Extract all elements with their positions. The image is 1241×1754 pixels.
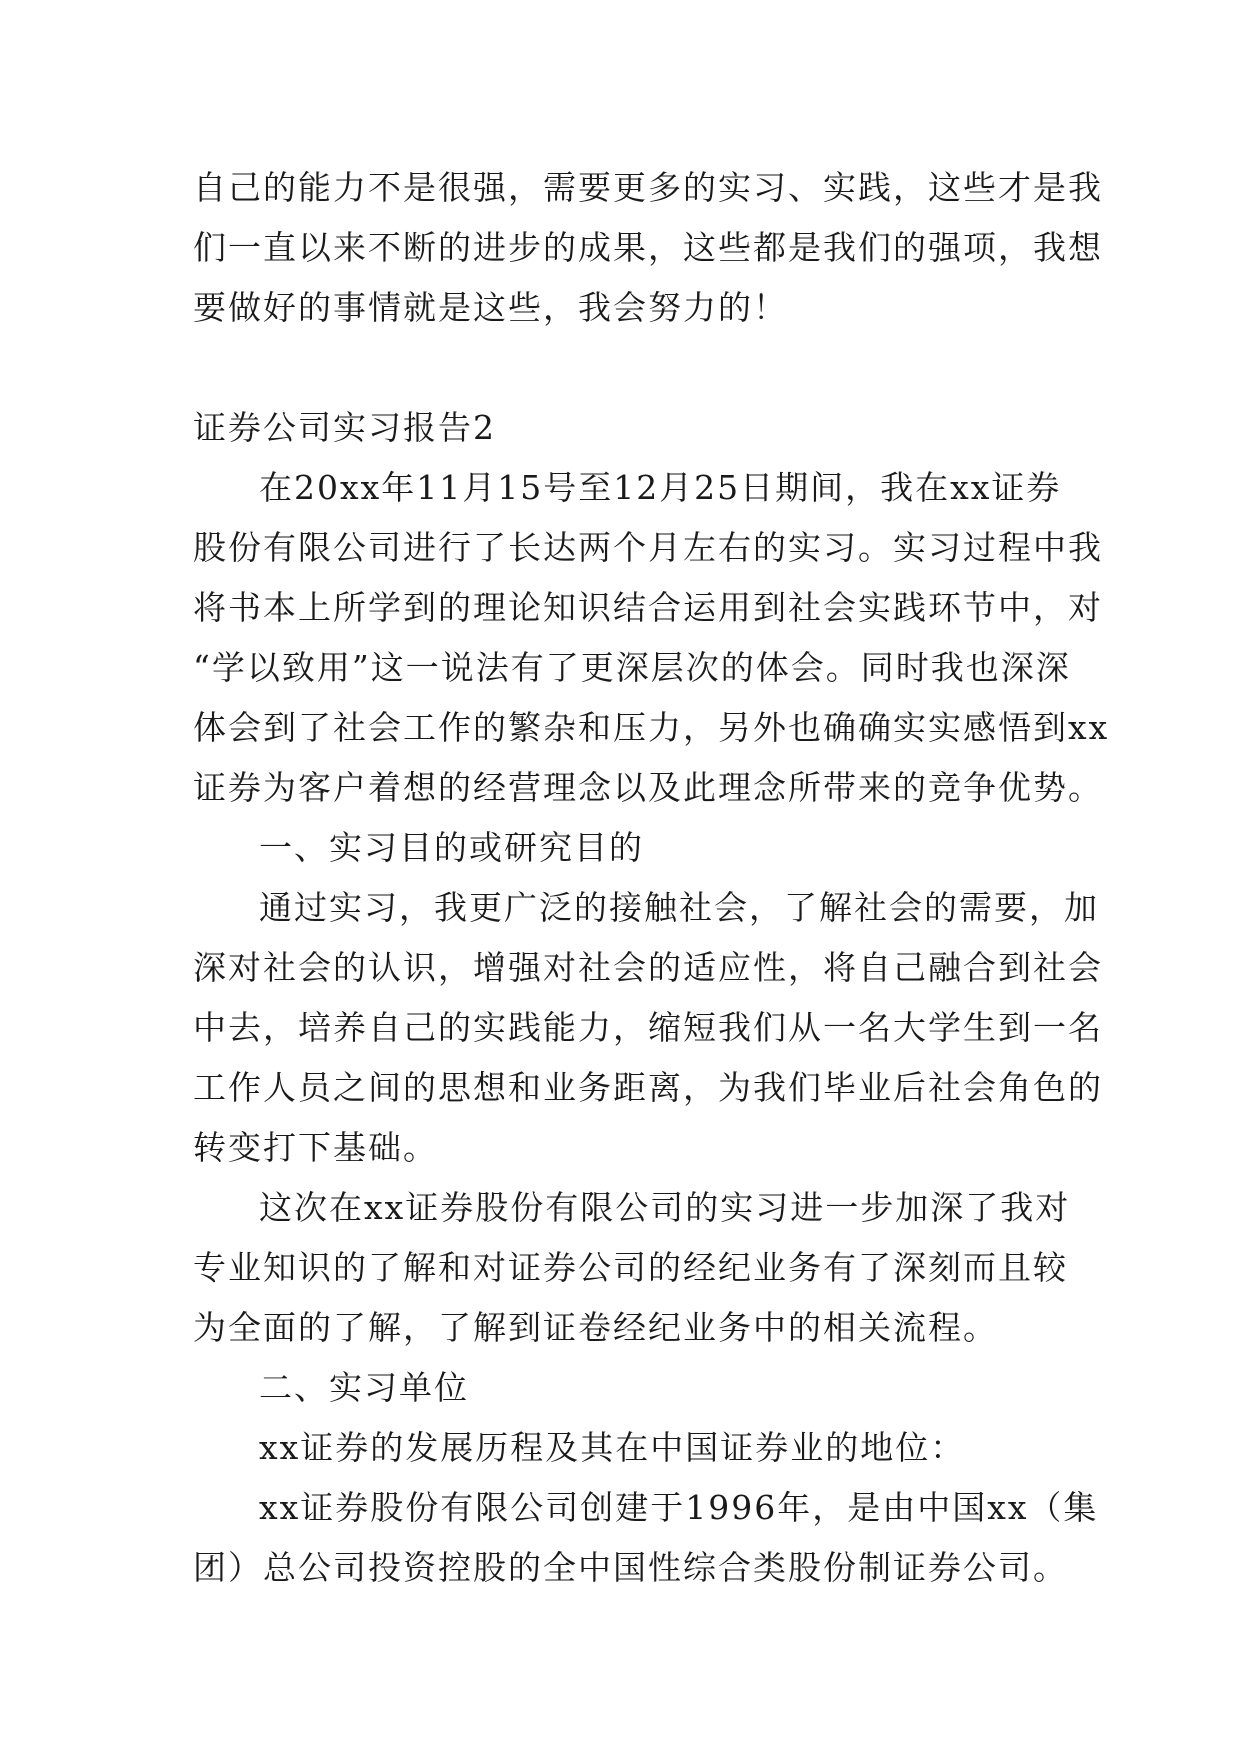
para2-line-1: 通过实习，我更广泛的接触社会，了解社会的需要，加 [259, 888, 1099, 927]
para3-line-1: 这次在xx证券股份有限公司的实习进一步加深了我对 [259, 1188, 1071, 1227]
heading-purpose: 一、实习目的或研究目的 [259, 828, 644, 867]
para2-line-2: 深对社会的认识，增强对社会的适应性，将自己融合到社会 [193, 948, 1103, 987]
para1-line-2: 股份有限公司进行了长达两个月左右的实习。实习过程中我 [193, 528, 1103, 567]
para2-line-4: 工作人员之间的思想和业务距离，为我们毕业后社会角色的 [193, 1068, 1103, 1107]
intro-line-1: 自己的能力不是很强，需要更多的实习、实践，这些才是我 [193, 168, 1103, 207]
heading-unit: 二、实习单位 [259, 1368, 469, 1407]
para2-line-3: 中去，培养自己的实践能力，缩短我们从一名大学生到一名 [193, 1008, 1103, 1047]
para5-line-1: xx证券股份有限公司创建于1996年，是由中国xx（集 [259, 1488, 1099, 1527]
paragraph-gap [193, 338, 1063, 398]
para1-line-6: 证券为客户着想的经营理念以及此理念所带来的竞争优势。 [193, 768, 1103, 807]
intro-line-3: 要做好的事情就是这些，我会努力的！ [193, 288, 788, 327]
para1-line-3: 将书本上所学到的理论知识结合运用到社会实践环节中，对 [193, 588, 1103, 627]
para1-line-4: “学以致用”这一说法有了更深层次的体会。同时我也深深 [193, 648, 1071, 687]
document-body [193, 158, 1110, 1598]
para1-line-5: 体会到了社会工作的繁杂和压力，另外也确确实实感悟到xx [193, 708, 1110, 747]
para3-line-3: 为全面的了解，了解到证卷经纪业务中的相关流程。 [193, 1308, 998, 1347]
para3-line-2: 专业知识的了解和对证券公司的经纪业务有了深刻而且较 [193, 1248, 1068, 1287]
intro-line-2: 们一直以来不断的进步的成果，这些都是我们的强项，我想 [193, 228, 1103, 267]
para5-line-2: 团）总公司投资控股的全中国性综合类股份制证券公司。 [193, 1548, 1068, 1587]
section-title: 证券公司实习报告2 [193, 408, 496, 447]
para1-line-1: 在20xx年11月15号至12月25日期间，我在xx证券 [259, 468, 1062, 507]
para4-line-1: xx证券的发展历程及其在中国证券业的地位： [259, 1428, 966, 1467]
para2-line-5: 转变打下基础。 [193, 1128, 438, 1167]
